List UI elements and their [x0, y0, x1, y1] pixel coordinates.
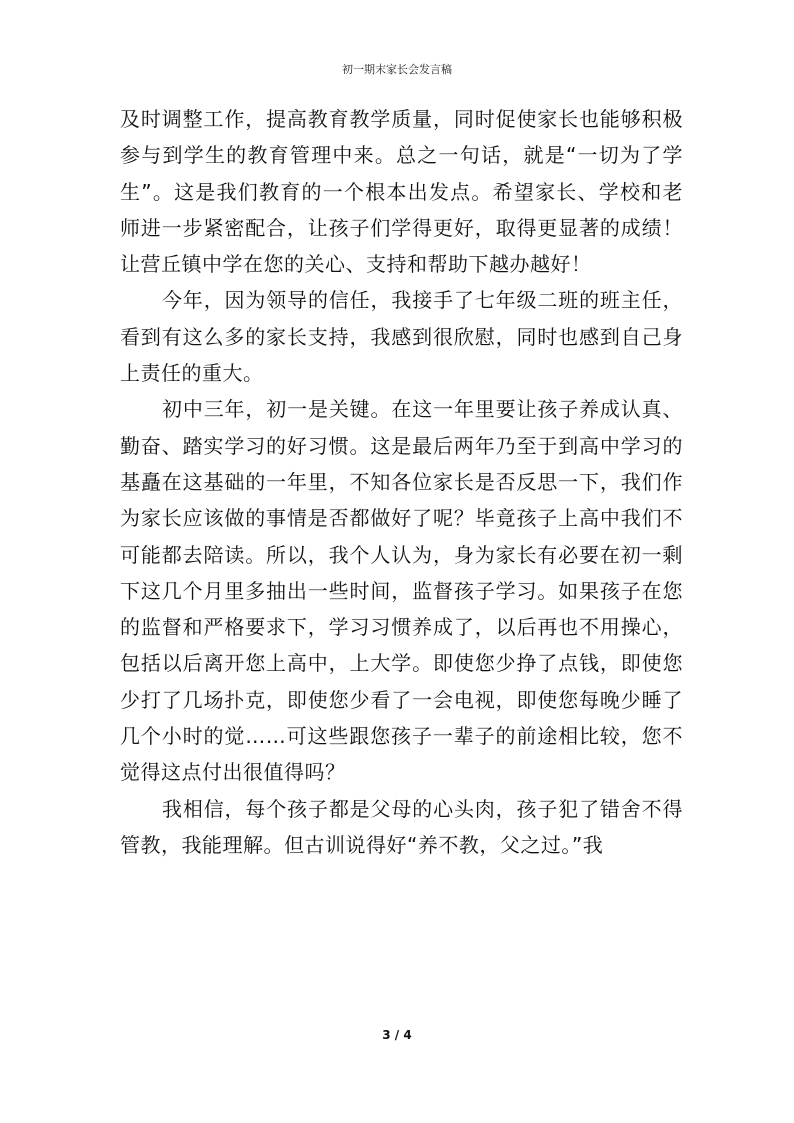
- paragraph-class-teacher: 今年，因为领导的信任，我接手了七年级二班的班主任，看到有这么多的家长支持，我感到很欣慰，同时也感到自己身上责任的重大。: [120, 288, 683, 386]
- page-number: 3 / 4: [382, 1028, 412, 1042]
- page-header-title: 初一期末家长会发言稿: [342, 63, 452, 76]
- paragraph-continuation: 及时调整工作，提高教育教学质量，同时促使家长也能够积极参与到学生的教育管理中来。总之一句话，就是“一切为了学生”。这是我们教育的一个根本出发点。希望家长、学校和老师进一步紧密配合，让孩子们学得更好，取得更显著的成绩！让营丘镇中学在您的关心、支持和帮助下越办越好！: [120, 107, 683, 277]
- document-body: [120, 101, 683, 863]
- paragraph-first-year-key: 初中三年，初一是关键。在这一年里要让孩子养成认真、勤奋、踏实学习的好习惯。这是最后两年乃至于到高中学习的基矗在这基础的一年里，不知各位家长是否反思一下，我们作为家长应该做的事情是否都做好了呢？毕竟孩子上高中我们不可能都去陪读。所以，我个人认为，身为家长有必要在初一剩下这几个月里多抽出一些时间，监督孩子学习。如果孩子在您的监督和严格要求下，学习习惯养成了，以后再也不用操心，包括以后离开您上高中，上大学。即使您少挣了点钱，即使您少打了几场扑克，即使您少看了一会电视，即使您每晚少睡了几个小时的觉……可这些跟您孩子一辈子的前途相比较，您不觉得这点付出很值得吗？: [120, 397, 683, 785]
- paragraph-discipline: 我相信，每个孩子都是父母的心头肉，孩子犯了错舍不得管教，我能理解。但古训说得好“养不教，父之过。”我: [120, 796, 683, 857]
